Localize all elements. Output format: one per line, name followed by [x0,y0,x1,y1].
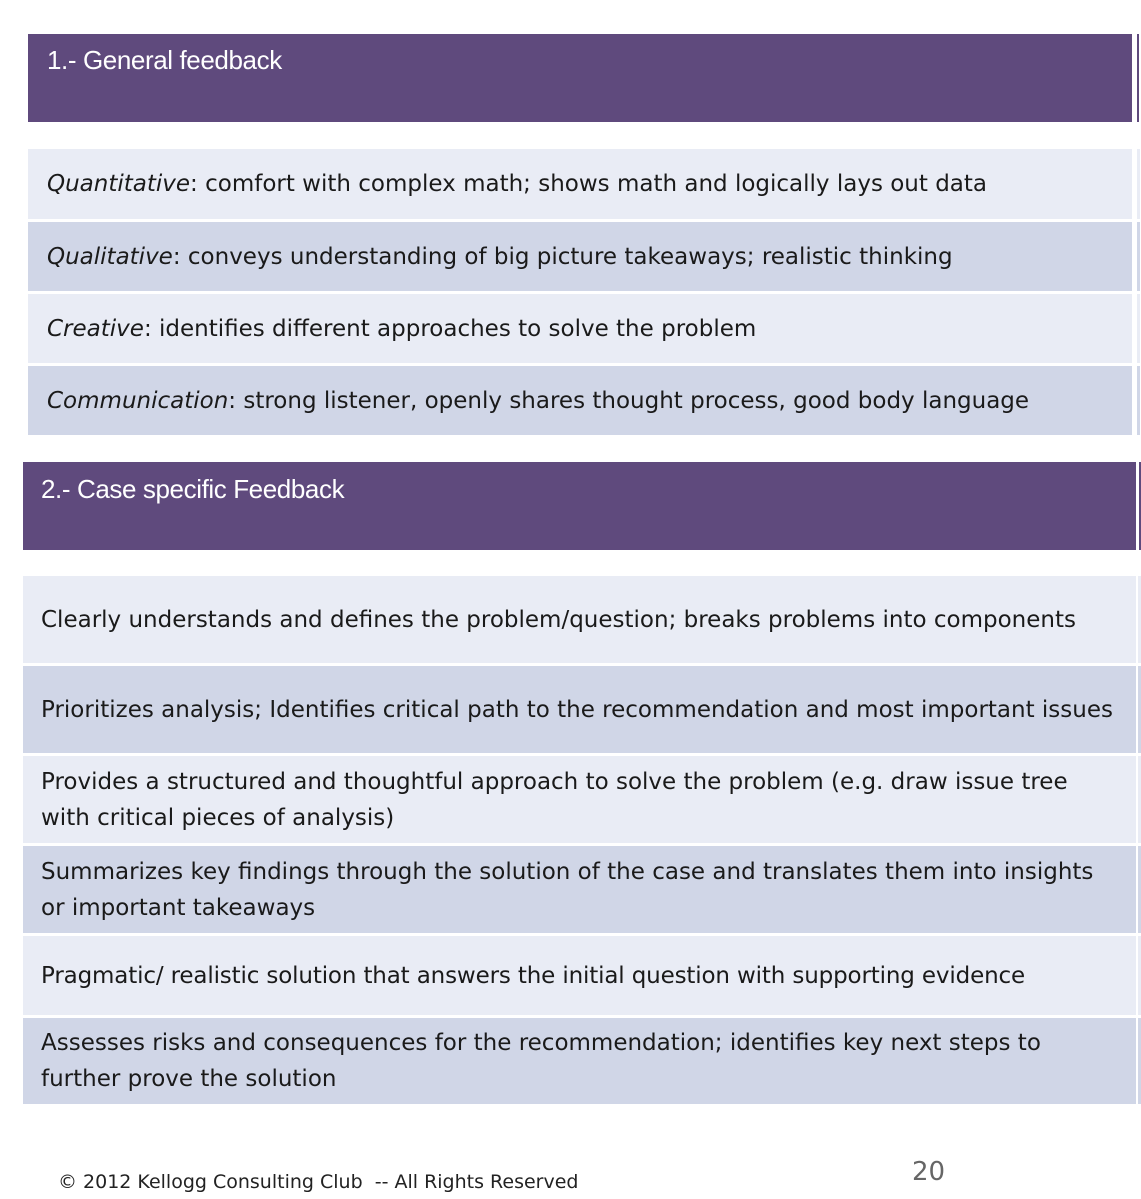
row-text: Prioritizes analysis; Identifies critical path to the recommendation and most important issues [41,696,1113,723]
row-text: Provides a structured and thoughtful approach to solve the problem (e.g. draw issue tree with critical pieces of analysis) [41,768,1068,831]
row-edge [1137,222,1140,291]
general-feedback-row-communication [28,366,1132,435]
row-text: : identifies different approaches to solve the problem [143,315,757,342]
section-1-header [28,34,1132,122]
row-label: Communication [47,387,229,414]
row-text: : strong listener, openly shares thought process, good body language [228,387,1030,414]
section-1-header-edge [1137,34,1139,122]
case-feedback-row-pragmatic-solution [23,936,1136,1015]
general-feedback-row-creative [28,294,1132,363]
general-feedback-row-quantitative [28,149,1132,219]
case-feedback-row-key-findings [23,846,1136,933]
row-label: Creative [47,315,144,342]
row-text: : comfort with complex math; shows math and logically lays out data [190,171,988,197]
section-2-header [23,462,1136,550]
row-text: Assesses risks and consequences for the recommendation; identifies key next steps to further prove the solution [41,1030,1041,1092]
row-edge [1137,149,1140,219]
section-2-title: 2.- Case specific Feedback [41,474,345,504]
case-feedback-row-risks [23,1018,1136,1104]
row-text: : conveys understanding of big picture takeaways; realistic thinking [172,243,953,270]
case-feedback-row-problem-definition [23,576,1136,663]
row-label: Qualitative [47,243,173,270]
row-edge [1137,366,1140,435]
case-feedback-row-prioritization [23,666,1136,753]
case-feedback-row-structured-approach [23,756,1136,843]
row-text: Clearly understands and defines the problem/question; breaks problems into components [41,606,1076,633]
section-1-title: 1.- General feedback [47,45,282,75]
row-label: Quantitative [47,171,191,197]
row-text: Pragmatic/ realistic solution that answers the initial question with supporting evidence [41,962,1025,989]
row-edge [1137,294,1140,363]
copyright-footer: © 2012 Kellogg Consulting Club -- All Rights Reserved [58,1171,579,1193]
row-text: Summarizes key findings through the solution of the case and translates them into insights or important takeaways [41,858,1094,921]
general-feedback-row-qualitative [28,222,1132,291]
page-number: 20 [912,1157,946,1187]
